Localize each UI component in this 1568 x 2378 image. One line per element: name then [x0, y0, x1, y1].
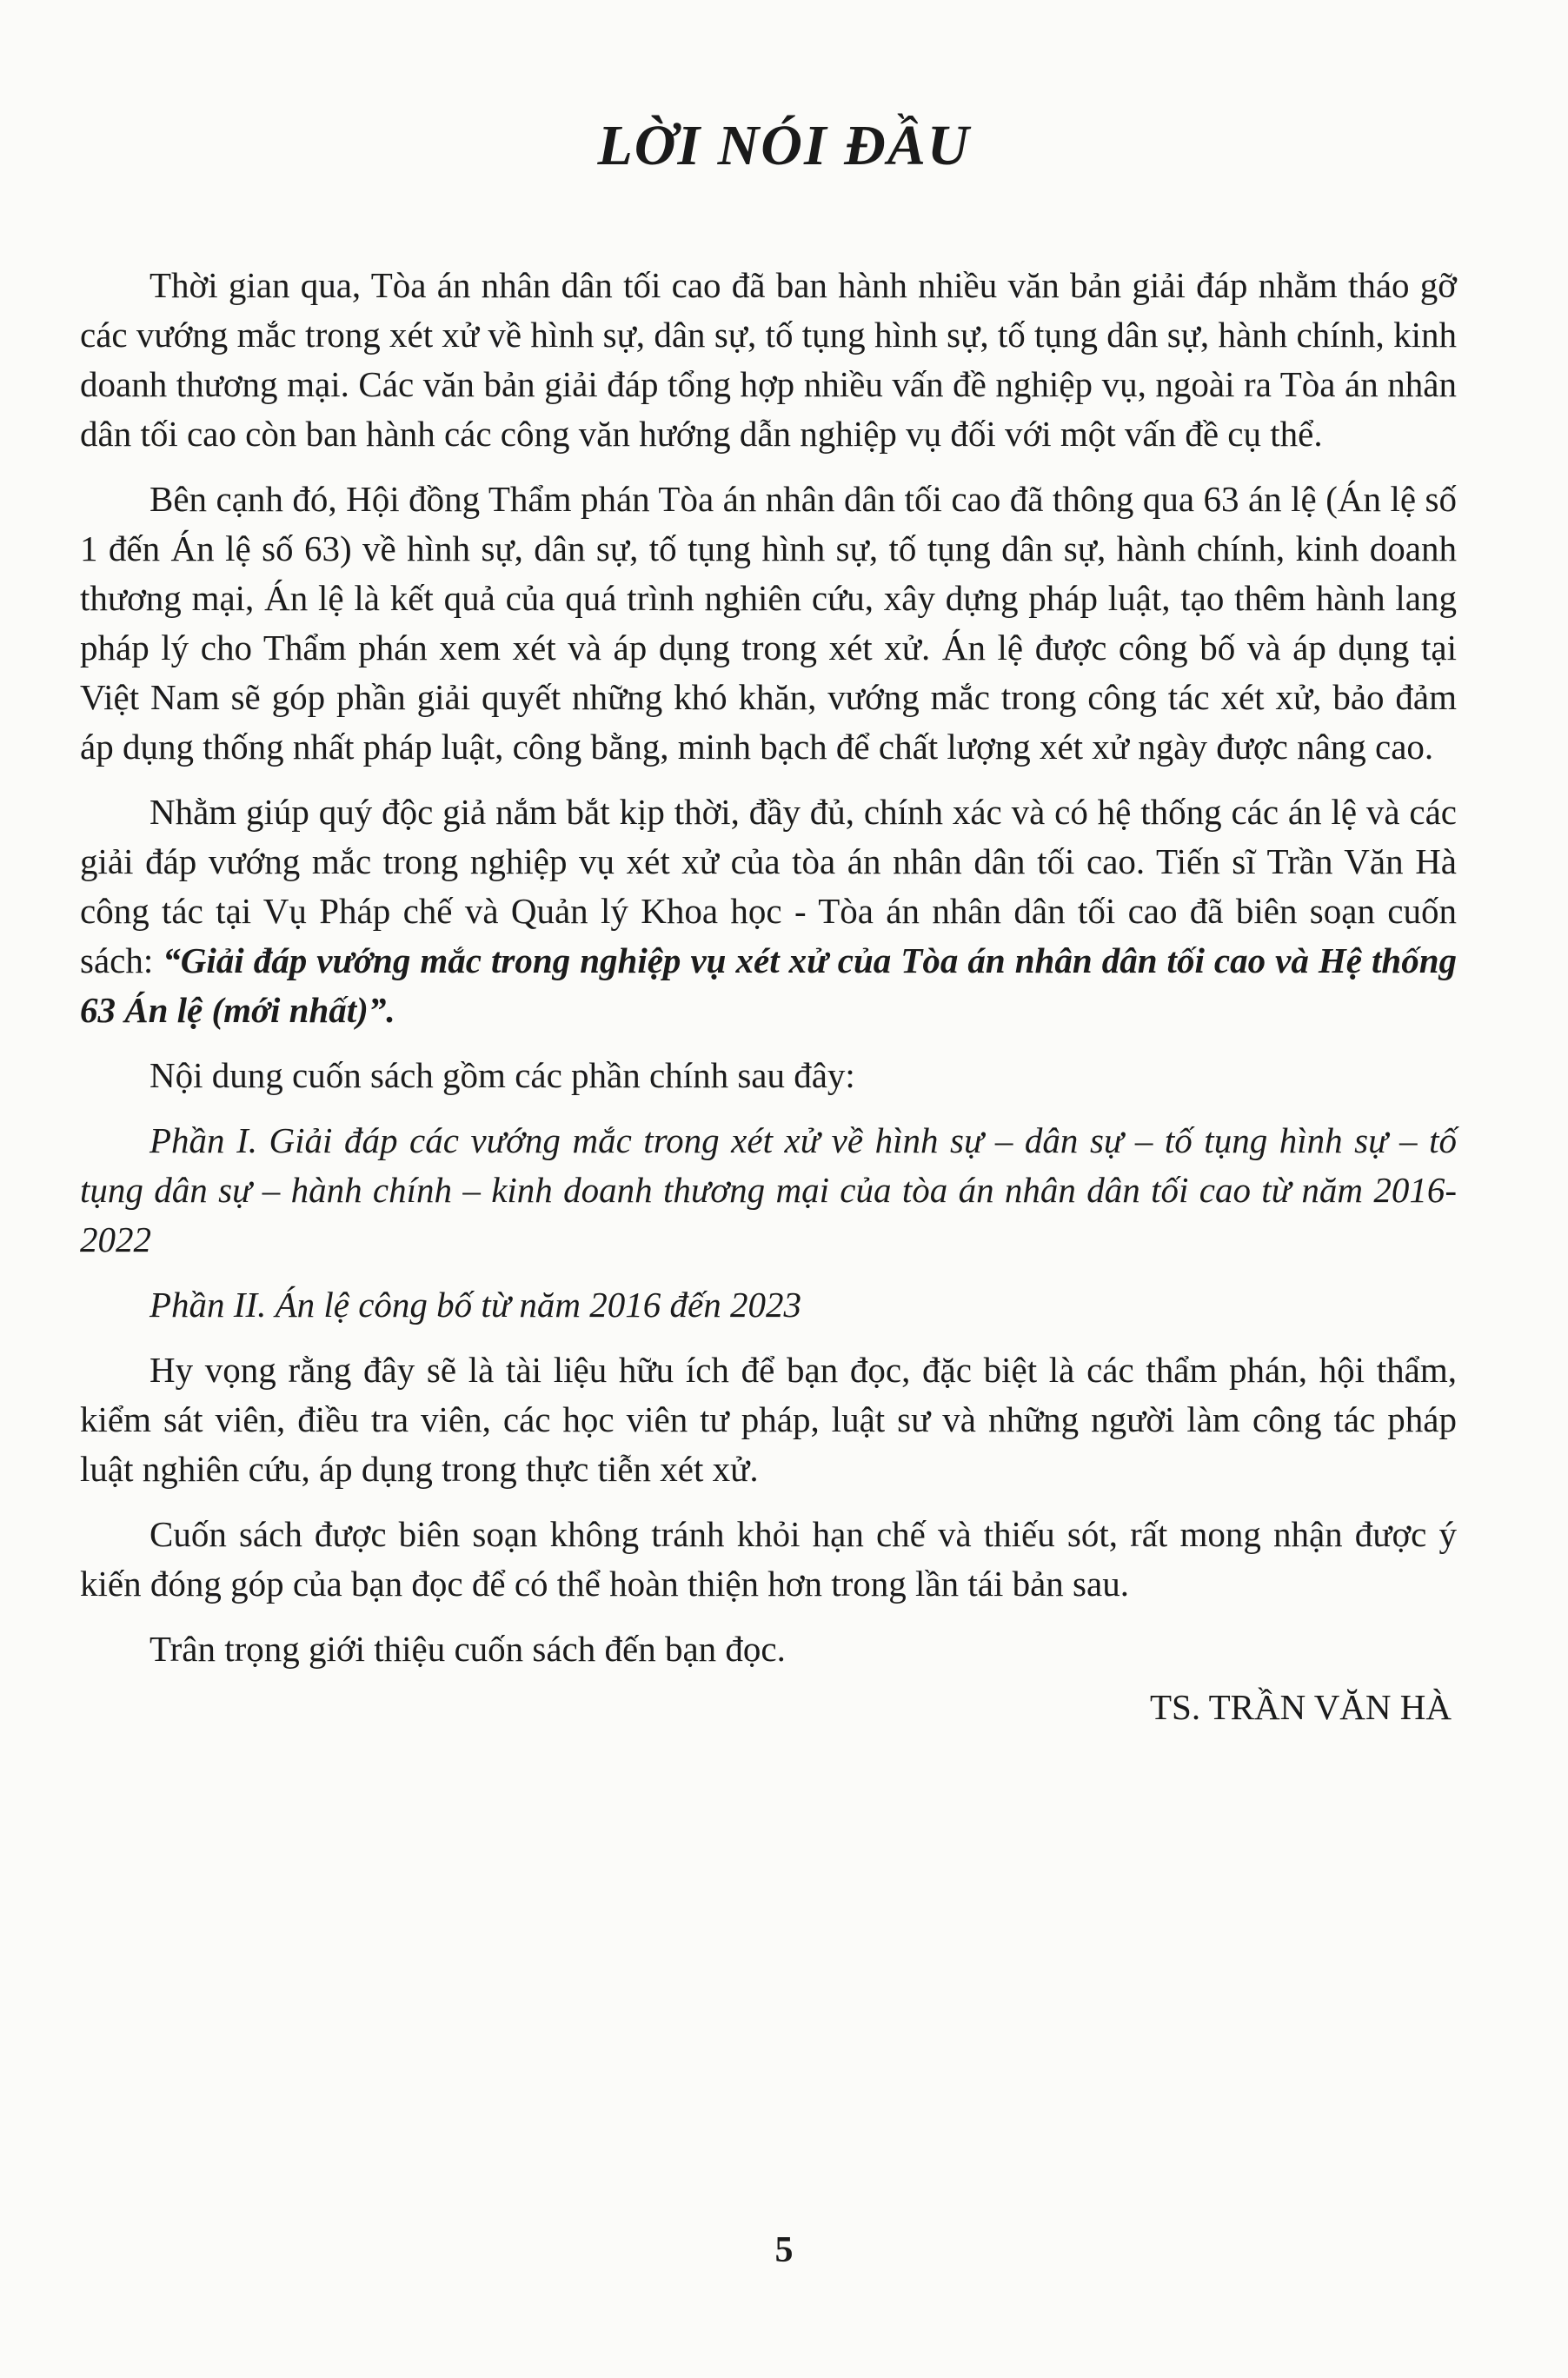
author-signature: TS. TRẦN VĂN HÀ: [1149, 1687, 1452, 1727]
paragraph-precedents: Bên cạnh đó, Hội đồng Thẩm phán Tòa án nhân dân tối cao đã thông qua 63 án lệ (Án lệ số 1 đến Án lệ số 63) về hình sự, dân sự, tố tụng hình sự, tố tụng dân sự, hành chính, kinh doanh thương mại, Án lệ là kết quả của quá trình nghiên cứu, xây dựng pháp luật, tạo thêm hành lang pháp lý cho Thẩm phán xem xét và áp dụng trong xét xử. Án lệ được công bố và áp dụng tại Việt Nam sẽ góp phần giải quyết những khó khăn, vướng mắc trong công tác xét xử, bảo đảm áp dụng thống nhất pháp luật, công bằng, minh bạch để chất lượng xét xử ngày được nâng cao.: [80, 479, 1457, 767]
page-title: LỜI NÓI ĐẦU: [597, 114, 971, 177]
paragraph-closing: Trân trọng giới thiệu cuốn sách đến bạn đọc.: [149, 1629, 786, 1669]
paragraph-book-purpose-text: Nhằm giúp quý độc giả nắm bắt kịp thời, đầy đủ, chính xác và có hệ thống các án lệ và các giải đáp vướng mắc trong nghiệp vụ xét xử của tòa án nhân dân tối cao. Tiến sĩ Trần Văn Hà công tác tại Vụ Pháp chế và Quản lý Khoa học - Tòa án nhân dân tối cao đã biên soạn cuốn sách:: [80, 792, 1457, 980]
body-text: [80, 261, 1457, 1748]
paragraph-contents-intro: Nội dung cuốn sách gồm các phần chính sau đây:: [149, 1055, 855, 1095]
book-title: “Giải đáp vướng mắc trong nghiệp vụ xét xử của Tòa án nhân dân tối cao và Hệ thống 63 Án lệ (mới nhất)”.: [80, 940, 1457, 1030]
paragraph-hope: Hy vọng rằng đây sẽ là tài liệu hữu ích để bạn đọc, đặc biệt là các thẩm phán, hội thẩm, kiểm sát viên, điều tra viên, các học viên tư pháp, luật sư và những người làm công tác pháp luật nghiên cứu, áp dụng trong thực tiễn xét xử.: [80, 1350, 1457, 1489]
part-one: Phần I. Giải đáp các vướng mắc trong xét xử về hình sự – dân sự – tố tụng hình sự – tố tụng dân sự – hành chính – kinh doanh thương mại của tòa án nhân dân tối cao từ năm 2016-2022: [80, 1120, 1457, 1259]
page-number: 5: [774, 2230, 794, 2270]
paragraph-book-purpose: [80, 787, 1457, 1035]
paragraph-intro: Thời gian qua, Tòa án nhân dân tối cao đã ban hành nhiều văn bản giải đáp nhằm tháo gỡ các vướng mắc trong xét xử về hình sự, dân sự, tố tụng hình sự, tố tụng dân sự, hành chính, kinh doanh thương mại. Các văn bản giải đáp tổng hợp nhiều vấn đề nghiệp vụ, ngoài ra Tòa án nhân dân tối cao còn ban hành các công văn hướng dẫn nghiệp vụ đối với một vấn đề cụ thể.: [80, 265, 1457, 454]
paragraph-feedback: Cuốn sách được biên soạn không tránh khỏi hạn chế và thiếu sót, rất mong nhận được ý kiến đóng góp của bạn đọc để có thể hoàn thiện hơn trong lần tái bản sau.: [80, 1514, 1457, 1604]
part-two: Phần II. Án lệ công bố từ năm 2016 đến 2023: [149, 1285, 801, 1325]
